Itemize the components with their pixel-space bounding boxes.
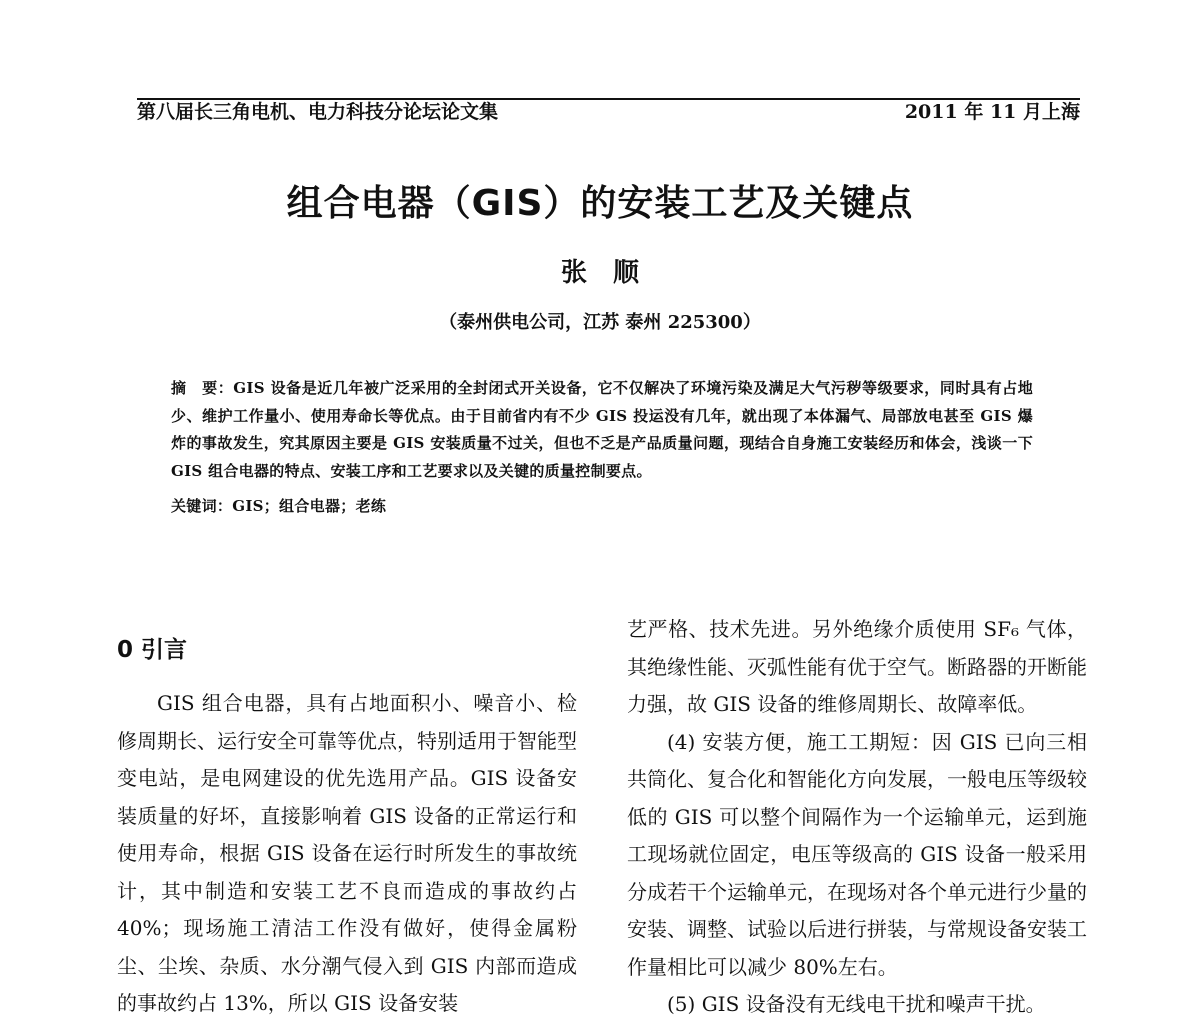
- abstract-label: 摘 要：: [171, 379, 234, 397]
- author-name: 张顺: [560, 258, 665, 288]
- abstract-paragraph: [171, 375, 1033, 485]
- header-date-location: 2011 年 11 月上海: [904, 101, 1080, 123]
- keywords-text: GIS；组合电器；老练: [232, 497, 387, 515]
- running-header: [137, 98, 1080, 123]
- continued-paragraph: 艺严格、技术先进。另外绝缘介质使用 SF₆ 气体，其绝缘性能、灭弧性能有优于空气。断路器的开断能力强，故 GIS 设备的维修周期长、故障率低。: [627, 617, 1087, 716]
- paper-title: 组合电器（GIS）的安装工艺及关键点: [286, 183, 914, 224]
- author-affiliation: （泰州供电公司，江苏 泰州 225300）: [439, 312, 761, 333]
- keywords-line: [171, 493, 1033, 521]
- abstract-block: [171, 375, 1033, 521]
- intro-paragraph: GIS 组合电器，具有占地面积小、噪音小、检修周期长、运行安全可靠等优点，特别适用于智能型变电站，是电网建设的优先选用产品。GIS 设备安装质量的好坏，直接影响着 GIS 设备的正常运行和使用寿命，根据 GIS 设备在运行时所发生的事故统计，其中制造和安装工艺不良而造成的事故约占 40%；现场施工清洁工作没有做好，使得金属粉尘、尘埃、杂质、水分潮气侵入到 GIS 内部而造成的事故约占 13%，所以 GIS 设备安装: [117, 691, 577, 1015]
- section-heading-introduction: 0 引言: [117, 637, 188, 663]
- left-column: [117, 614, 577, 1023]
- keywords-label: 关键词：: [171, 497, 233, 515]
- paragraph-item-4: (4) 安装方便，施工工期短：因 GIS 已向三相共筒化、复合化和智能化方向发展，一般电压等级较低的 GIS 可以整个间隔作为一个运输单元，运到施工现场就位固定，电压等级高的 GIS 设备一般采用分成若干个运输单元，在现场对各个单元进行少量的安装、调整、试验以后进行拼装，与常规设备安装工作量相比可以减少 80%左右。: [627, 729, 1087, 979]
- abstract-text: GIS 设备是近几年被广泛采用的全封闭式开关设备，它不仅解决了环境污染及满足大气污秽等级要求，同时具有占地少、维护工作量小、使用寿命长等优点。由于目前省内有不少 GIS 投运没有几年，就出现了本体漏气、局部放电甚至 GIS 爆炸的事故发生，究其原因主要是 GIS 安装质量不过关，但也不乏是产品质量问题，现结合自身施工安装经历和体会，浅谈一下 GIS 组合电器的特点、安装工序和工艺要求以及关键的质量控制要点。: [171, 379, 1033, 480]
- right-column: [627, 611, 1087, 1024]
- header-proceedings-title: 第八届长三角电机、电力科技分论坛论文集: [137, 101, 499, 123]
- paragraph-item-5: (5) GIS 设备没有无线电干扰和噪声干扰。: [667, 992, 1046, 1016]
